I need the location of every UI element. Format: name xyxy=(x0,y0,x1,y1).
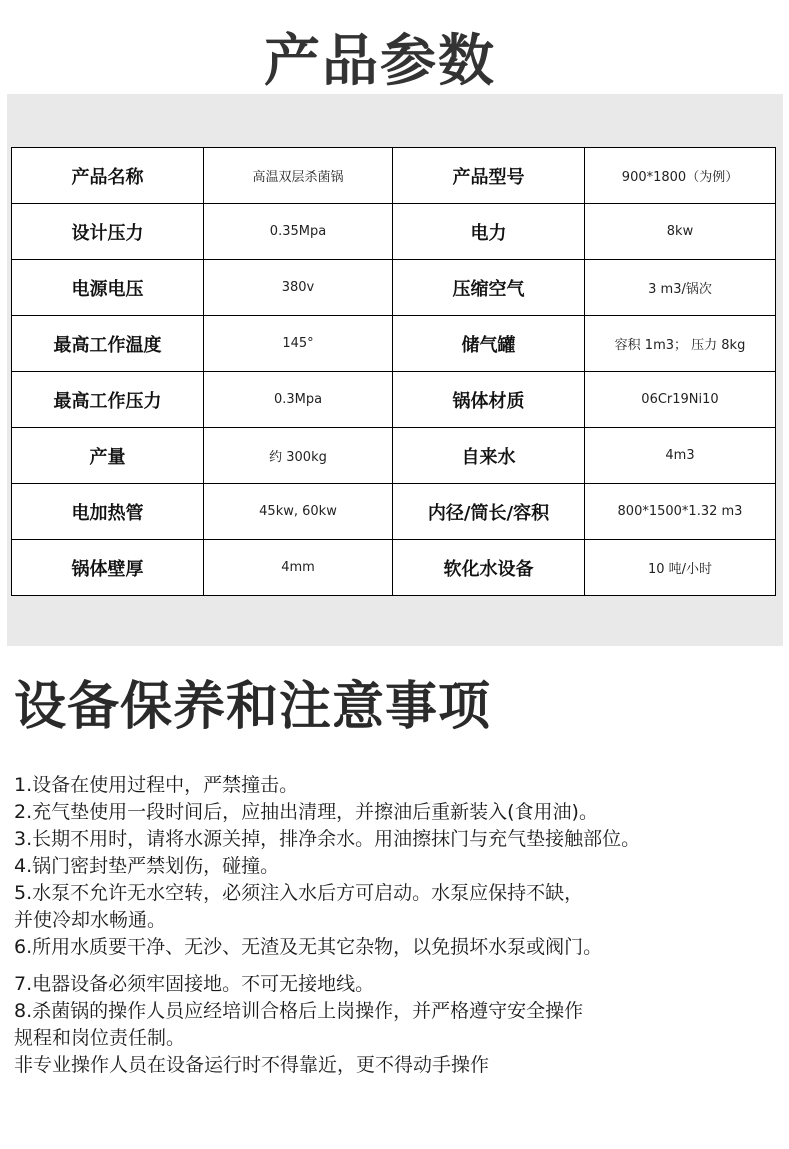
note-line: 4.锅门密封垫严禁划伤，碰撞。 xyxy=(14,855,280,877)
params-table xyxy=(11,147,776,596)
note-line: 7.电器设备必须牢固接地。不可无接地线。 xyxy=(14,973,375,995)
param-value: 高温双层杀菌锅 xyxy=(204,148,393,204)
maintenance-title: 设备保养和注意事项 xyxy=(14,677,492,737)
maintenance-notes xyxy=(14,772,786,1079)
param-label: 内径/筒长/容积 xyxy=(393,484,585,540)
param-value: 10 吨/小时 xyxy=(585,540,776,596)
param-label: 设计压力 xyxy=(12,204,204,260)
table-row xyxy=(12,428,776,484)
param-label: 最高工作压力 xyxy=(12,372,204,428)
note-line: 8.杀菌锅的操作人员应经培训合格后上岗操作，并严格遵守安全操作 xyxy=(14,1000,584,1022)
table-row xyxy=(12,484,776,540)
param-label: 锅体壁厚 xyxy=(12,540,204,596)
param-value: 3 m3/锅次 xyxy=(585,260,776,316)
param-label: 电加热管 xyxy=(12,484,204,540)
param-value: 0.35Mpa xyxy=(204,204,393,260)
table-row xyxy=(12,204,776,260)
param-label: 软化水设备 xyxy=(393,540,585,596)
params-title: 产品参数 xyxy=(264,29,496,94)
param-label: 产品名称 xyxy=(12,148,204,204)
param-label: 电源电压 xyxy=(12,260,204,316)
param-label: 压缩空气 xyxy=(393,260,585,316)
param-value: 4m3 xyxy=(585,428,776,484)
note-line: 并使冷却水畅通。 xyxy=(14,909,167,931)
param-value: 06Cr19Ni10 xyxy=(585,372,776,428)
param-label: 产品型号 xyxy=(393,148,585,204)
note-line: 3.长期不用时，请将水源关掉，排净余水。用油擦抹门与充气垫接触部位。 xyxy=(14,828,641,850)
note-line: 6.所用水质要干净、无沙、无渣及无其它杂物，以免损坏水泵或阀门。 xyxy=(14,936,603,958)
param-value: 145° xyxy=(204,316,393,372)
table-row xyxy=(12,372,776,428)
param-label: 电力 xyxy=(393,204,585,260)
param-value: 4mm xyxy=(204,540,393,596)
note-line: 规程和岗位责任制。 xyxy=(14,1027,186,1049)
note-line: 1.设备在使用过程中，严禁撞击。 xyxy=(14,774,299,796)
param-value: 380v xyxy=(204,260,393,316)
param-label: 储气罐 xyxy=(393,316,585,372)
note-line: 5.水泵不允许无水空转，必须注入水后方可启动。水泵应保持不缺， xyxy=(14,882,584,904)
note-line: 2.充气垫使用一段时间后，应抽出清理，并擦油后重新装入(食用油)。 xyxy=(14,801,598,823)
param-value: 容积 1m3； 压力 8kg xyxy=(585,316,776,372)
param-value: 8kw xyxy=(585,204,776,260)
table-row xyxy=(12,148,776,204)
table-row xyxy=(12,540,776,596)
param-value: 约 300kg xyxy=(204,428,393,484)
param-label: 产量 xyxy=(12,428,204,484)
table-row xyxy=(12,316,776,372)
param-value: 800*1500*1.32 m3 xyxy=(585,484,776,540)
param-value: 45kw, 60kw xyxy=(204,484,393,540)
param-label: 锅体材质 xyxy=(393,372,585,428)
note-line: 非专业操作人员在设备运行时不得靠近，更不得动手操作 xyxy=(14,1054,490,1076)
param-value: 900*1800（为例） xyxy=(585,148,776,204)
param-label: 自来水 xyxy=(393,428,585,484)
table-row xyxy=(12,260,776,316)
param-value: 0.3Mpa xyxy=(204,372,393,428)
param-label: 最高工作温度 xyxy=(12,316,204,372)
